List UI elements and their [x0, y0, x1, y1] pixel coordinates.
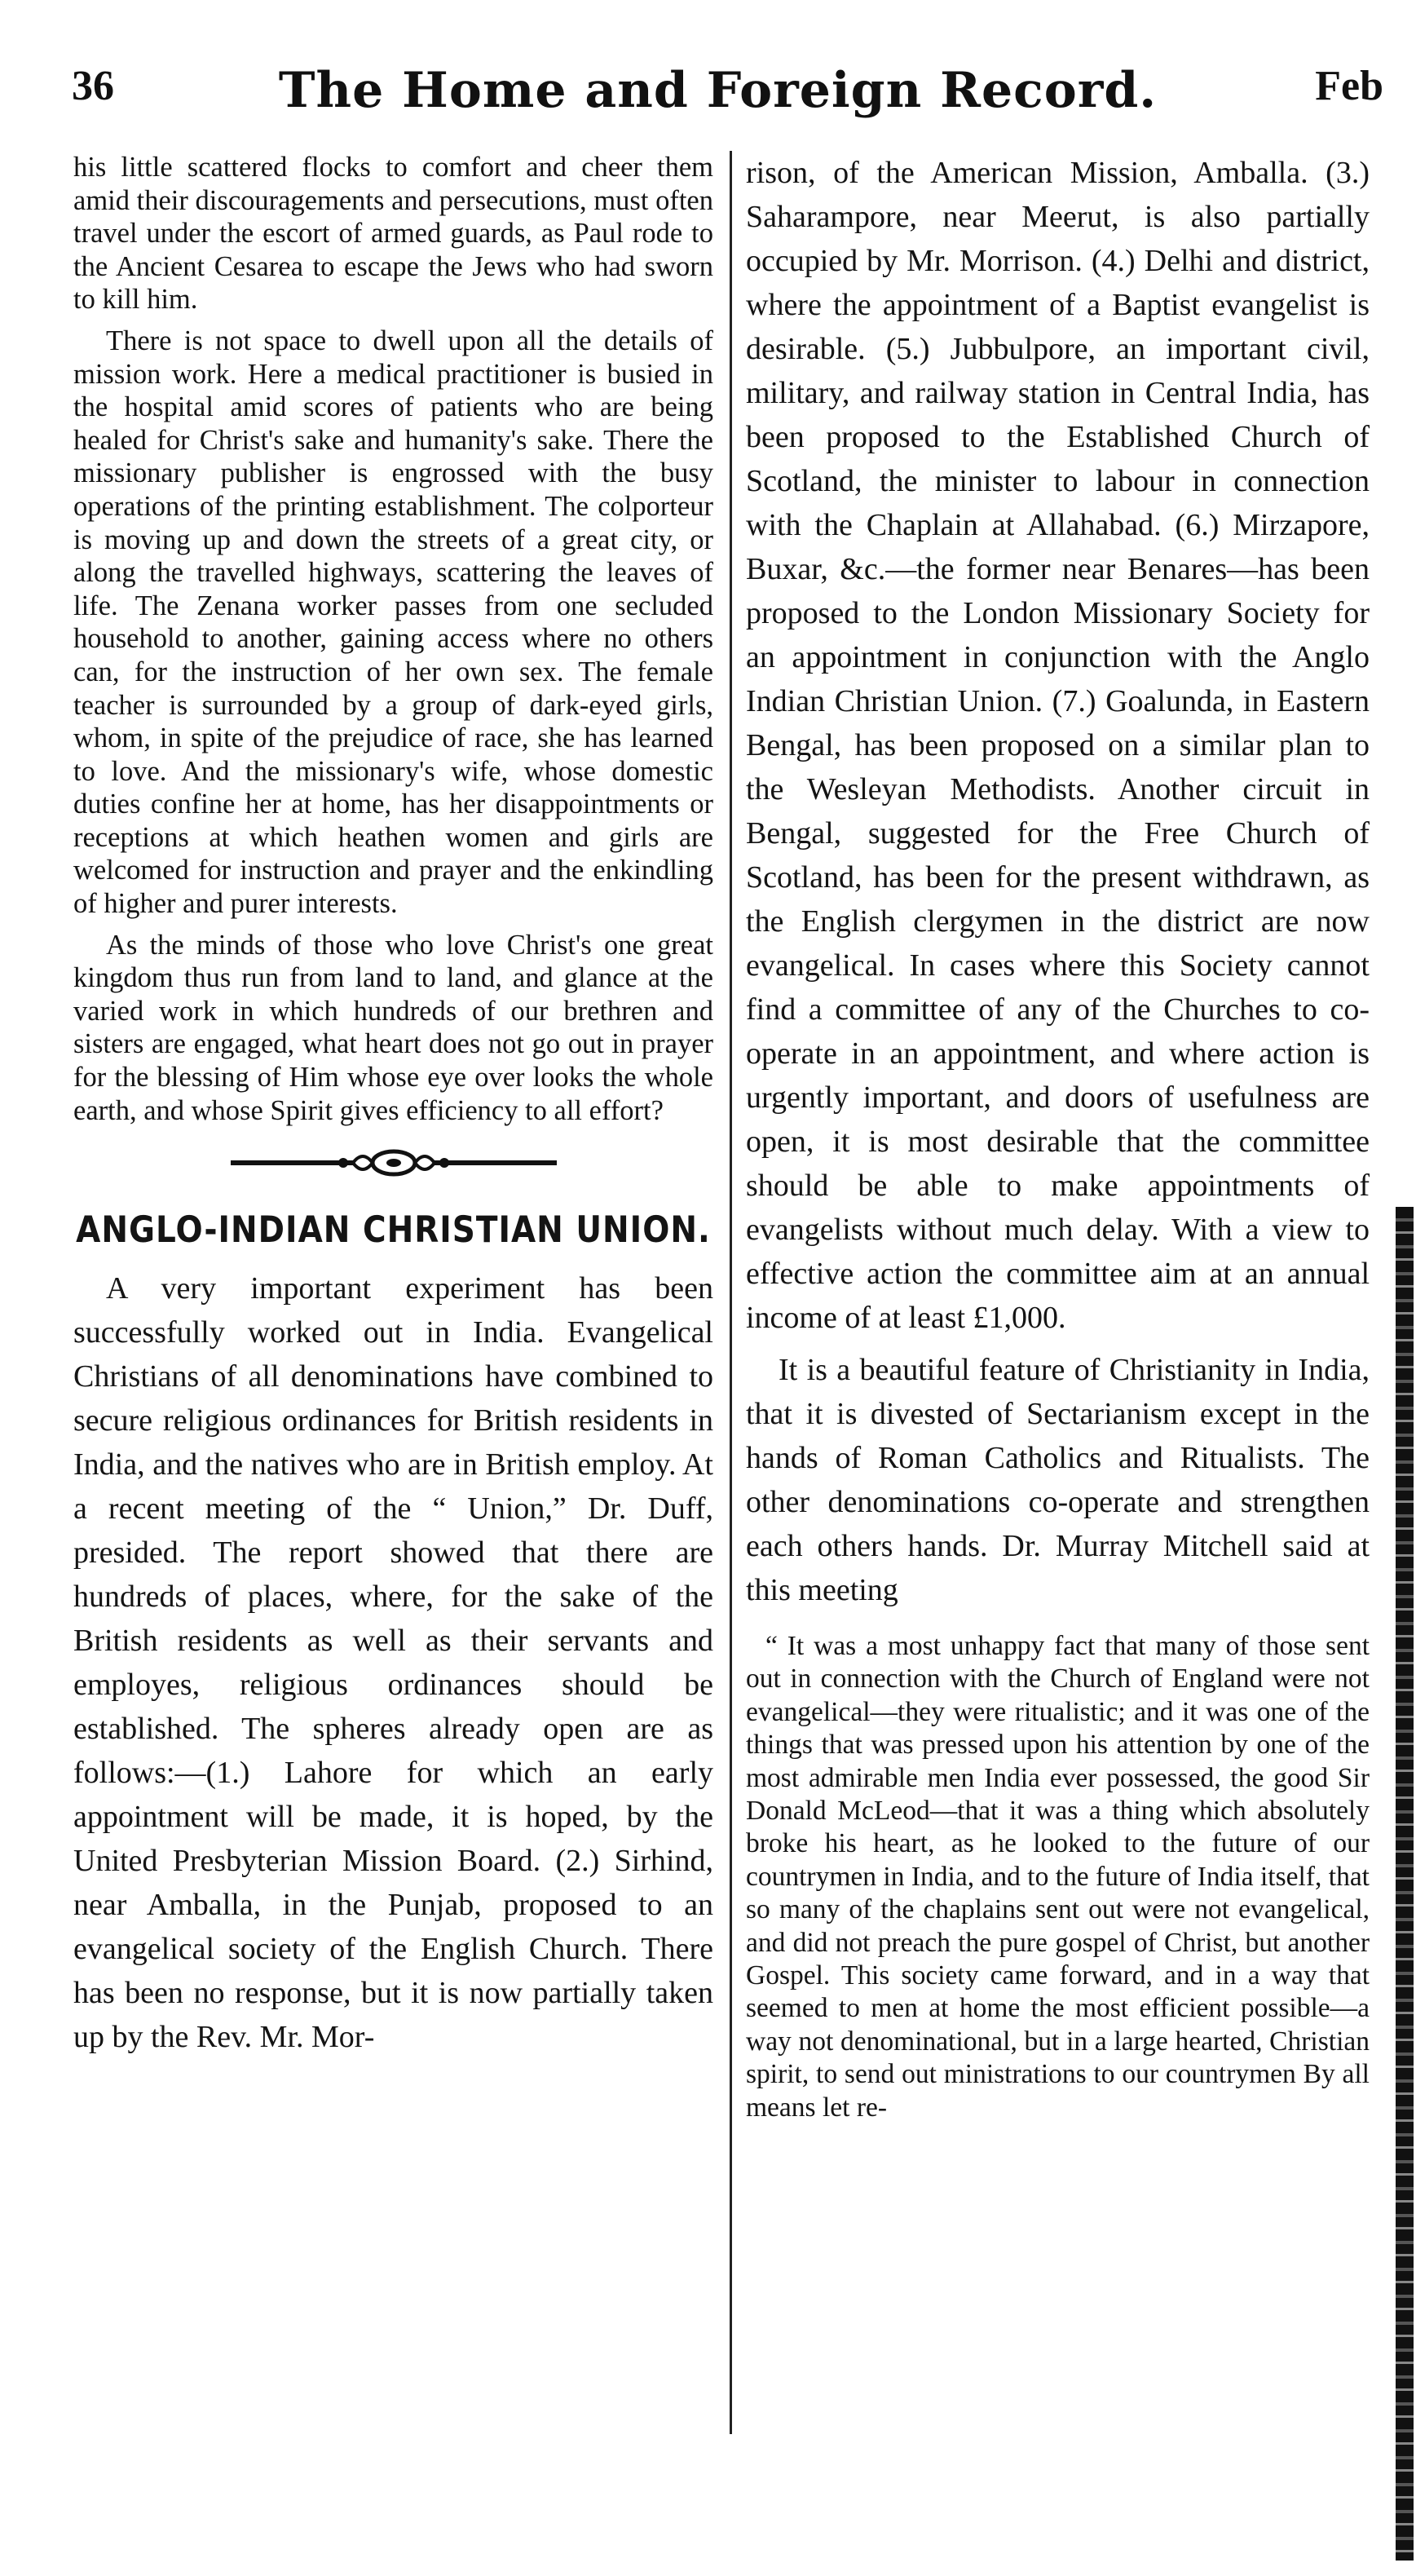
issue-month: Feb [1315, 63, 1383, 109]
column-rule [730, 151, 732, 2434]
running-header [49, 47, 1387, 145]
article-paragraph: It is a beautiful feature of Christianity in India, that it is divested of Sectarianism except in the hands of Roman Catholics and Ritualists. The other denominations co-operate and strengthen each others hands. Dr. Murray Mitchell said at this meeting [746, 1353, 1370, 1607]
decorative-divider [73, 1138, 713, 1204]
right-column [746, 151, 1370, 2124]
article-paragraph: A very important experiment has been successfully worked out in India. Evangelical Christians of all denominations have combined to secure religious ordinances for British residents in India, and the natives who are in British employ. At a recent meeting of the “ Union,” Dr. Duff, presided. The report showed that there are hundreds of places, where, for the sake of the British residents as well as their servants and employes, religious ordinances should be established. The spheres already open are as follows:—(1.) Lahore for which an early appointment will be made, it is hoped, by the United Presbyterian Mission Board. (2.) Sirhind, near Amballa, in the Punjab, proposed to an evangelical society of the English Church. There has been no response, but it is now partially taken up by the Rev. Mr. Mor- [73, 1271, 713, 2055]
left-column [73, 151, 713, 2059]
scan-edge-shadow [1396, 1207, 1414, 2561]
article-paragraph: As the minds of those who love Christ's one great kingdom thus run from land to land, and glance at the varied work in which hundreds of our brethren and sisters are engaged, what heart does not go out in prayer for the blessing of Him whose eye over looks the whole earth, and whose Spirit gives efficiency to all effort? [73, 929, 713, 1126]
section-heading: ANGLO-INDIAN CHRISTIAN UNION. [76, 1208, 711, 1252]
article-paragraph: There is not space to dwell upon all the details of mission work. Here a medical practitioner is busied in the hospital amid scores of patients who are being healed for Christ's sake and humanity's sake. There the missionary publisher is engrossed with the busy operations of the printing establishment. The colporteur is moving up and down the streets of a great city, or along the travelled highways, scattering the leaves of life. The Zenana worker passes from one secluded household to another, gaining access where no others can, for the instruction of her own sex. The female teacher is surrounded by a group of dark-eyed girls, whom, in spite of the prejudice of race, she has learned to love. And the missionary's wife, whose domestic duties confine her at home, has her disappointments or receptions at which heathen women and girls are welcomed for instruction and prayer and the enkindling of higher and purer interests. [73, 325, 713, 920]
page-number: 36 [72, 63, 114, 109]
article-paragraph: rison, of the American Mission, Amballa. (3.) Saharampore, near Meerut, is also partially occupied by Mr. Morrison. (4.) Delhi and district, where the appointment of a Baptist evangelist is desirable. (5.) Jubbulpore, an important civil, military, and railway station in Central India, has been proposed to the Established Church of Scotland, the minister to labour in connection with the Chaplain at Allahabad. (6.) Mirzapore, Buxar, &c.—the former near Benares—has been proposed to the London Missionary Society for an appointment in conjunction with the Anglo Indian Christian Union. (7.) Goalunda, in Eastern Bengal, has been proposed on a similar plan to the Wesleyan Methodists. Another circuit in Bengal, suggested for the Free Church of Scotland, has been for the present withdrawn, as the English clergymen in the district are now evangelical. In cases where this Society cannot find a committee of any of the Churches to co-operate in an appointment, and where action is urgently important, and doors of usefulness are open, it is most desirable that the committee should be able to make appointments of evangelists without much delay. With a view to effective action the committee aim at an annual income of at least £1,000. [746, 156, 1370, 1335]
block-quote: “ It was a most unhappy fact that many of those sent out in connection with the Church of England were not evangelical—they were ritualistic; and it was one of the things that was pressed upon his attention by one of the most admirable men India ever possessed, the good Sir Donald McLeod—that it was a thing which absolutely broke his heart, as he looked to the future of our countrymen in India, and to the future of India itself, that so many of the chaplains sent out were not evangelical, and did not preach the pure gospel of Christ, but another Gospel. This society came forward, and in a way that seemed to men at home the most efficient possible—a way not denominational, but in a large hearted, Christian spirit, to send out ministrations to our countrymen By all means let re- [746, 1631, 1370, 2123]
article-paragraph: his little scattered flocks to comfort and cheer them amid their discouragements and persecutions, must often travel under the escort of armed guards, as Paul rode to the Ancient Cesarea to escape the Jews who had sworn to kill him. [73, 152, 713, 316]
running-title: The Home and Foreign Record. [278, 62, 1158, 119]
